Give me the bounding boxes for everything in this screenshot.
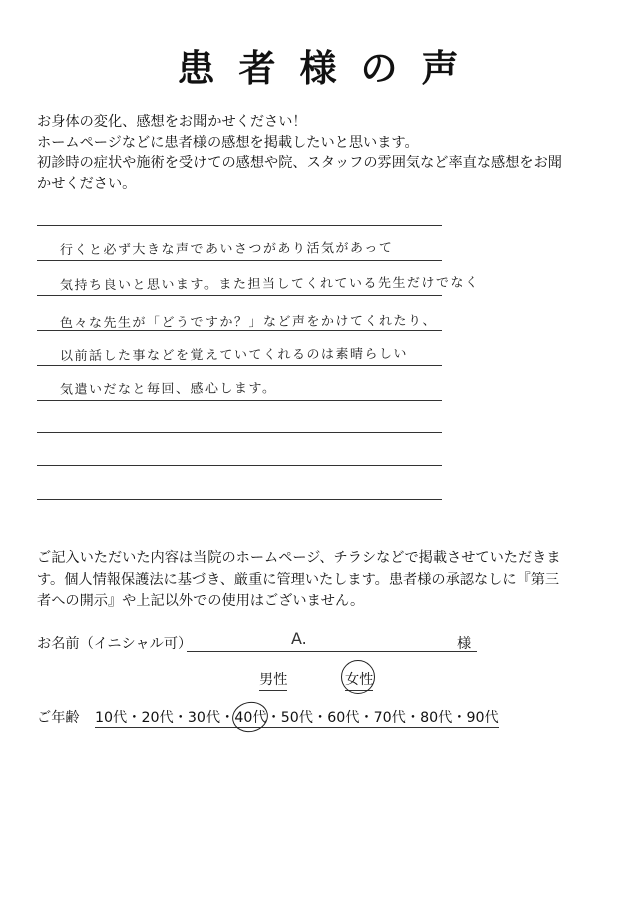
ruled-line bbox=[37, 400, 442, 401]
name-field[interactable] bbox=[187, 651, 477, 652]
age-option[interactable]: 70代・ bbox=[373, 710, 421, 726]
age-option[interactable]: 80代・ bbox=[420, 710, 467, 726]
handwritten-line: 以前話した事などを覚えていてくれるのは素晴らしい bbox=[59, 346, 409, 365]
age-option[interactable]: 60代・ bbox=[327, 710, 374, 726]
name-row bbox=[37, 629, 477, 653]
name-value: A. bbox=[291, 629, 307, 648]
ruled-line bbox=[37, 295, 442, 296]
age-option[interactable]: 40代・ bbox=[234, 710, 281, 726]
ruled-line bbox=[37, 260, 442, 261]
page-title: 患者様の声 bbox=[177, 47, 483, 90]
ruled-line bbox=[37, 225, 442, 226]
notice-line: ご記入いただいた内容は当院のホームページ、チラシなどで掲載させていただきま bbox=[37, 550, 561, 566]
intro-line: かせください。 bbox=[37, 175, 137, 192]
handwritten-line: 気持ち良いと思います。また担当してくれている先生だけでなく bbox=[59, 275, 480, 294]
gender-female-option[interactable]: 女性 bbox=[345, 669, 373, 691]
selection-circle bbox=[341, 660, 375, 694]
gender-male-option[interactable]: 男性 bbox=[259, 669, 287, 691]
notice-line: す。個人情報保護法に基づき、厳重に管理いたします。患者様の承認なしに『第三 bbox=[37, 571, 560, 588]
privacy-notice bbox=[37, 548, 602, 613]
age-options bbox=[95, 710, 499, 728]
handwritten-line: 行くと必ず大きな声であいさつがあり活気があって bbox=[59, 240, 394, 259]
age-option[interactable]: 10代・ bbox=[95, 710, 142, 726]
intro-line: 初診時の症状や施術を受けての感想や院、スタッフの雰囲気など率直な感想をお聞 bbox=[37, 155, 562, 171]
intro-text bbox=[37, 112, 602, 194]
handwritten-line: 気遣いだなと毎回、感心します。 bbox=[59, 381, 277, 398]
ruled-line bbox=[37, 365, 442, 366]
age-option[interactable]: 20代・ bbox=[141, 710, 188, 726]
selection-circle bbox=[229, 699, 270, 736]
intro-line: ホームページなどに患者様の感想を掲載したいと思います。 bbox=[37, 134, 419, 151]
age-option[interactable]: 50代・ bbox=[280, 710, 328, 726]
age-label: ご年齢 bbox=[37, 710, 80, 726]
name-label: お名前（イニシャル可） bbox=[37, 636, 193, 652]
ruled-line bbox=[37, 465, 442, 466]
ruled-line bbox=[37, 432, 442, 433]
name-suffix: 様 bbox=[457, 636, 472, 652]
notice-line: 者への開示』や上記以外での使用はございません。 bbox=[37, 593, 365, 609]
intro-line: お身体の変化、感想をお聞かせください！ bbox=[37, 114, 307, 130]
handwritten-line: 色々な先生が「どうですか？」など声をかけてくれたり、 bbox=[59, 313, 438, 332]
age-option[interactable]: 30代・ bbox=[187, 710, 235, 726]
age-option[interactable]: 90代 bbox=[466, 710, 499, 726]
ruled-line bbox=[37, 499, 442, 500]
